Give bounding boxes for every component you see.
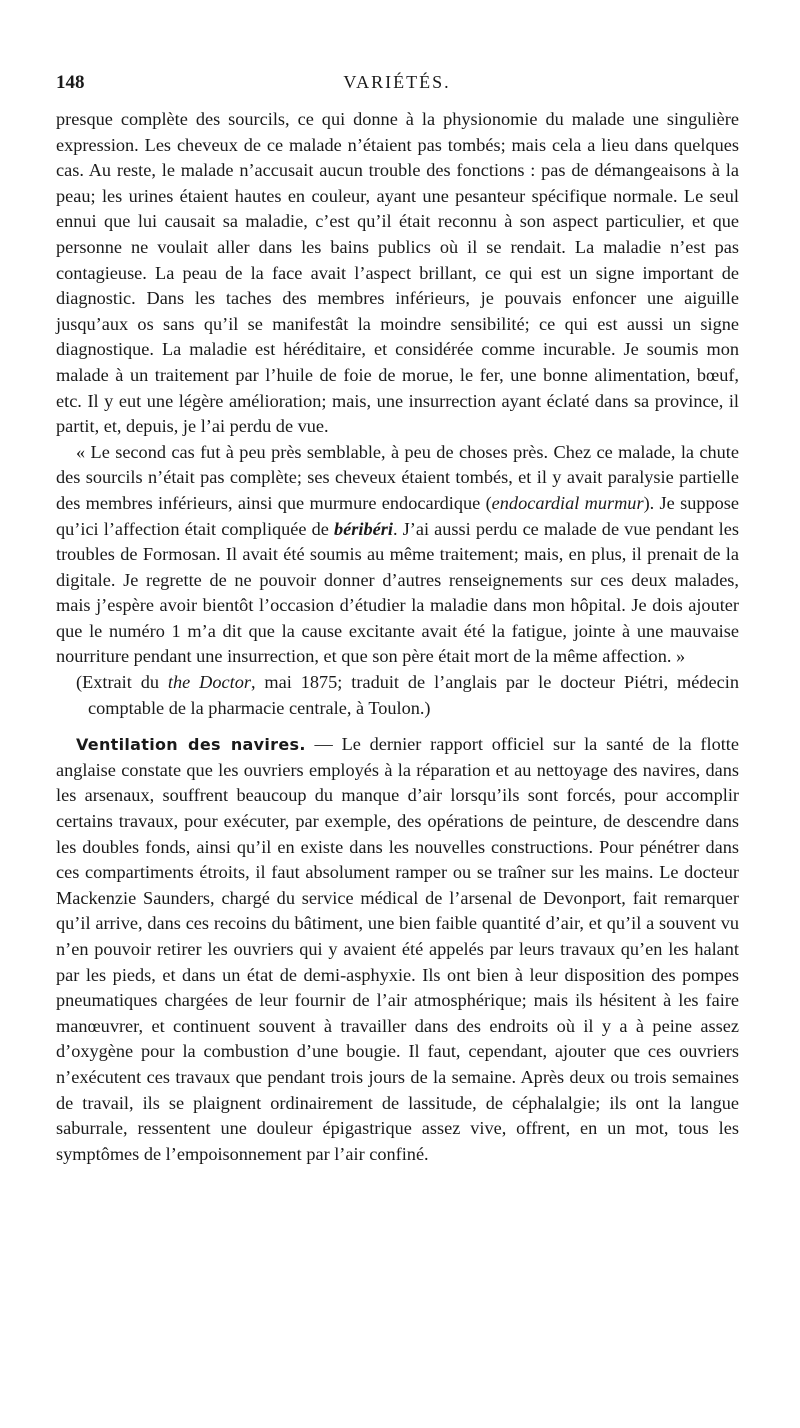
citation-text: , mai 1875; traduit de l’anglais par le docteur Piétri, médecin comptable de la pharmacie centrale, à Toulon.) <box>88 672 739 718</box>
section-dash: — <box>305 734 342 755</box>
paragraph-text: ). Je suppose qu’ici l’affection était compliquée de <box>56 492 739 539</box>
paragraph-text: . J’ai aussi perdu ce malade de vue pendant les troubles de Formosan. Il avait été soumis au même traitement; mais, en plus, il prenait de la digitale. Je regrette de ne pouvoir donner d’autres renseignements sur ces deux malades, mais j’espère avoir bientôt l’occasion d’étudier la maladie dans mon hôpital. Je dois ajouter que le numéro 1 m’a dit que la cause excitante avait été la fatigue, jointe à une mauvaise nourriture pendant une insurrection, et que son père était mort de la même affection. » <box>56 518 739 667</box>
paragraph-second-case <box>56 440 739 670</box>
citation-source: the Doctor <box>167 672 251 693</box>
section-title: Ventilation des navires. <box>76 735 306 755</box>
paragraph-continued <box>56 107 739 440</box>
citation <box>56 670 739 721</box>
paragraph-text: « Le second cas fut à peu près semblable, à peu de choses près. Chez ce malade, la chute des sourcils n’était pas complète; ses cheveux étaient tombés, et il y avait paralysie partielle des membres inférieurs, ainsi que murmure endocardique ( <box>56 441 739 513</box>
page-number: 148 <box>56 72 85 93</box>
page-header <box>56 72 738 102</box>
body-text <box>56 107 739 1167</box>
paragraph-text: presque complète des sourcils, ce qui donne à la physionomie du malade une singulière expression. Les cheveux de ce malade n’étaient pas tombés; mais cela a lieu dans quelques cas. Au reste, le malade n’accusait aucun trouble des fonctions : pas de démangeaisons à la peau; les urines étaient hautes en couleur, ayant une pesanteur spécifique normale. Le seul ennui que lui causait sa maladie, c’est qu’il était reconnu à son aspect particulier, et que personne ne voulait aller dans les bains publics où il se rendait. La maladie n’est pas contagieuse. La peau de la face avait l’aspect brillant, ce qui est un signe important de diagnostic. Dans les taches des membres inférieurs, je pouvais enfoncer une aiguille jusqu’aux os sans qu’il se manifestât la moindre sensibilité; ce qui est aussi un signe diagnostique. La maladie est héréditaire, et considérée comme incurable. Je soumis mon malade à un traitement par l’huile de foie de morue, le fer, une bonne alimentation, bœuf, etc. Il y eut une légère amélioration; mais, une insurrection ayant éclaté dans sa province, il partit, et, depuis, je l’ai perdu de vue. <box>56 109 739 437</box>
citation-text: (Extrait du <box>76 672 168 693</box>
bold-italic-term: béribéri <box>334 518 393 539</box>
section-ventilation <box>56 732 739 1167</box>
running-title: VARIÉTÉS. <box>343 72 451 92</box>
italic-term: endocardial murmur <box>491 492 644 513</box>
section-text: Le dernier rapport officiel sur la santé de la flotte anglaise constate que les ouvriers employés à la réparation et au nettoyage des navires, dans les arsenaux, souffrent beaucoup du manque d’air lorsqu’ils sont forcés, pour accomplir certains travaux, pour exécuter, par exemple, des opérations de peinture, de descendre dans les doubles fonds, ainsi qu’il en existe dans les nouvelles constructions. Pour pénétrer dans ces compartiments étroits, il faut absolument ramper ou se traîner sur les mains. Le docteur Mackenzie Saunders, chargé du service médical de l’arsenal de Devonport, fait remarquer qu’il arrive, dans ces recoins du bâtiment, une bien faible quantité d’air, et qu’il a souvent vu n’en pouvoir retirer les ouvriers qui y avaient été appelés par leurs travaux qu’en les halant par les pieds, et dans un état de demi-asphyxie. Ils ont bien à leur disposition des pompes pneumatiques chargées de leur fournir de l’air atmosphérique; mais ils hésitent à les faire manœuvrer, et continuent souvent à travailler dans des endroits où il y a à peine assez d’oxygène pour la combustion d’une bougie. Il faut, cependant, ajouter que ces ouvriers n’exécutent ces travaux que pendant trois jours de la semaine. Après deux ou trois semaines de travail, ils se plaignent ordinairement de lassitude, de céphalalgie; ils ont la langue saburrale, ressentent une douleur épigastrique assez vive, offrent, en un mot, tous les symptômes de l’empoisonnement par l’air confiné. <box>56 734 740 1164</box>
